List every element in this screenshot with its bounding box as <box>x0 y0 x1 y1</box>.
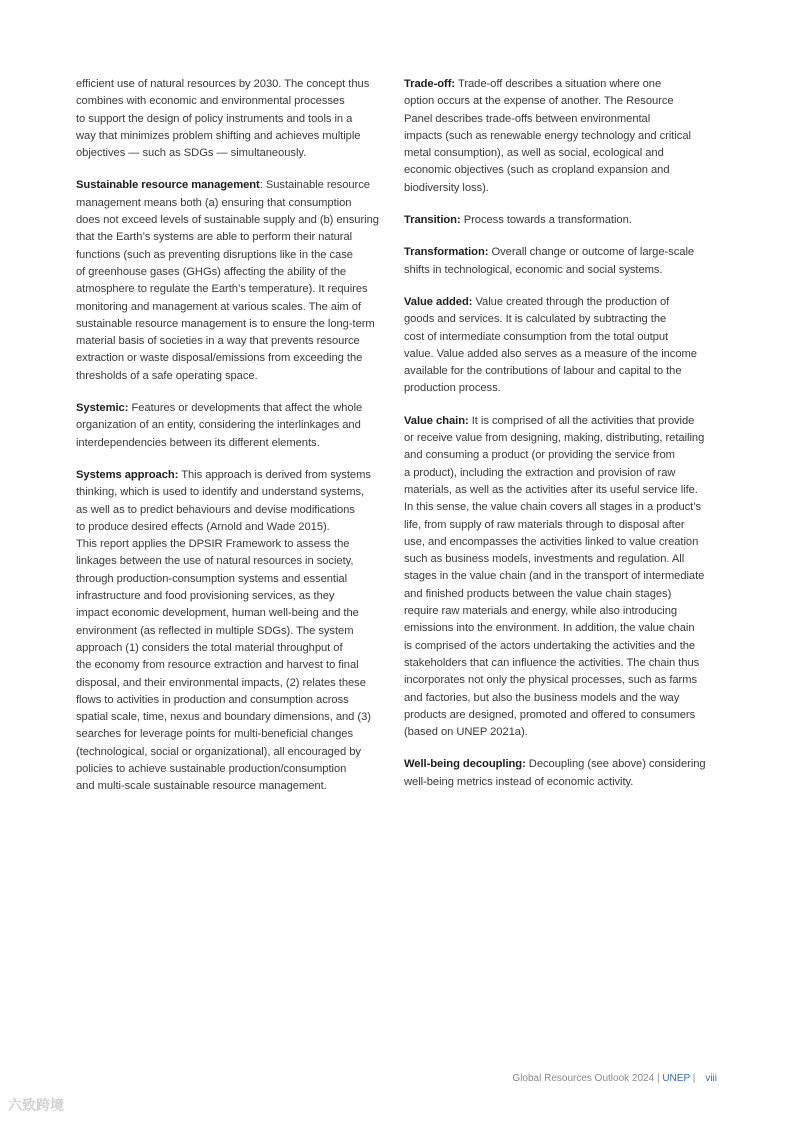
watermark-text: 六致跨境 <box>8 1097 64 1113</box>
definition-text: Value created through the production of <box>472 295 670 308</box>
definition-text: products are designed, promoted and offered to consumers <box>404 708 696 721</box>
definition-text: atmosphere to regulate the Earth’s temperature). It requires <box>76 283 368 296</box>
text-line <box>404 244 722 261</box>
text-line <box>76 623 390 640</box>
definition-text: metal consumption), as well as social, ecological and <box>404 147 664 160</box>
definition-text: Features or developments that affect the whole <box>128 402 363 415</box>
glossary-term: Well-being decoupling: <box>404 758 526 771</box>
text-line <box>404 294 722 311</box>
definition-text: biodiversity loss). <box>404 181 489 194</box>
text-line <box>76 177 390 194</box>
definition-text: In this sense, the value chain covers all stages in a product’s <box>404 501 702 514</box>
text-line <box>404 262 722 279</box>
definition-text: thresholds of a safe operating space. <box>76 369 258 382</box>
text-line <box>404 774 722 791</box>
text-line <box>404 586 722 603</box>
text-line <box>76 350 390 367</box>
text-line <box>404 311 722 328</box>
glossary-term: Systemic: <box>76 402 129 415</box>
definition-text: the economy from resource extraction and harvest to final <box>76 659 359 672</box>
text-line <box>76 605 390 622</box>
text-line <box>404 162 722 179</box>
definition-text: such as business models, investments and regulation. All <box>404 553 685 566</box>
text-line <box>76 502 390 519</box>
definition-text: policies to achieve sustainable production/consumption <box>76 762 347 775</box>
text-line <box>404 76 722 93</box>
glossary-entry <box>76 467 390 796</box>
text-line <box>404 724 722 741</box>
definition-text: organization of an entity, considering the interlinkages and <box>76 419 361 432</box>
text-line <box>404 180 722 197</box>
definition-text: production process. <box>404 382 501 395</box>
definition-text: to produce desired effects (Arnold and Wade 2015). <box>76 520 330 533</box>
definition-text: of greenhouse gases (GHGs) affecting the ability of the <box>76 265 347 278</box>
text-line <box>76 229 390 246</box>
definition-text: flows to activities in production and consumption across <box>76 693 349 706</box>
definition-text: shifts in technological, economic and social systems. <box>404 263 663 276</box>
definition-text: (based on UNEP 2021a). <box>404 726 528 739</box>
glossary-entry <box>76 76 390 162</box>
text-line <box>76 93 390 110</box>
definition-text: and factories, but also the business models and the way <box>404 691 680 704</box>
text-line <box>76 571 390 588</box>
text-line <box>404 93 722 110</box>
glossary-entry <box>76 400 390 452</box>
definition-text: to support the design of policy instruments and tools in a <box>76 112 353 125</box>
definition-text: and multi-scale sustainable resource management. <box>76 780 327 793</box>
definition-text: disposal, and their environmental impacts, (2) relates these <box>76 676 366 689</box>
text-line <box>76 212 390 229</box>
glossary-entry <box>404 756 722 791</box>
footer-title: Global Resources Outlook 2024 | <box>512 1073 663 1084</box>
definition-text: functions (such as preventing disruptions like in the case <box>76 248 353 261</box>
definition-text: materials, as well as the activities after its useful service life. <box>404 483 698 496</box>
definition-text: extraction or waste disposal/emissions from exceeding the <box>76 352 363 365</box>
definition-text: spatial scale, time, nexus and boundary dimensions, and (3) <box>76 711 371 724</box>
watermark-logo <box>8 1095 64 1115</box>
definition-text: Decoupling (see above) considering <box>525 758 706 771</box>
glossary-term: Trade-off: <box>404 78 456 90</box>
definition-text: environment (as reflected in multiple SDGs). The system <box>76 624 354 637</box>
glossary-entry <box>404 294 722 398</box>
definition-text: well-being metrics instead of economic activity. <box>404 775 634 788</box>
glossary-entry <box>404 413 722 742</box>
definition-text: life, from supply of raw materials through to disposal after <box>404 518 685 531</box>
definition-text: (technological, social or organizational), all encouraged by <box>76 745 361 758</box>
definition-text: option occurs at the expense of another. The Resource <box>404 95 674 108</box>
definition-text: as well as to predict behaviours and devise modifications <box>76 503 355 516</box>
definition-text: that the Earth’s systems are able to perform their natural <box>76 231 353 244</box>
definition-text: value. Value added also serves as a measure of the income <box>404 347 697 360</box>
text-line <box>76 76 390 93</box>
definition-text: impact economic development, human well-being and the <box>76 607 359 620</box>
glossary-term: Transformation: <box>404 246 489 259</box>
definition-text: a product), including the extraction and provision of raw <box>404 466 676 479</box>
text-line <box>76 467 390 484</box>
definition-text: efficient use of natural resources by 2030. The concept thus <box>76 78 370 90</box>
definition-text: This report applies the DPSIR Framework to assess the <box>76 538 350 551</box>
text-line <box>76 435 390 452</box>
text-line <box>76 536 390 553</box>
text-line <box>404 756 722 773</box>
definition-text: available for the contributions of labour and capital to the <box>404 365 682 378</box>
text-line <box>76 553 390 570</box>
text-line <box>404 346 722 363</box>
text-line <box>404 111 722 128</box>
glossary-term: Value added: <box>404 295 473 308</box>
text-line <box>76 247 390 264</box>
definition-text: Overall change or outcome of large-scale <box>488 246 695 259</box>
text-line <box>76 744 390 761</box>
text-line <box>404 672 722 689</box>
definition-text: impacts (such as renewable energy technology and critical <box>404 129 691 142</box>
text-line <box>404 363 722 380</box>
definition-text: searches for leverage points for multi-beneficial changes <box>76 728 353 741</box>
glossary-entry <box>404 212 722 229</box>
text-line <box>404 413 722 430</box>
definition-text: linkages between the use of natural resources in society, <box>76 555 354 568</box>
definition-text: objectives — such as SDGs — simultaneously. <box>76 147 307 160</box>
definition-text: through production-consumption systems and essential <box>76 572 348 585</box>
definition-text: stages in the value chain (and in the transport of intermediate <box>404 570 705 583</box>
text-line <box>76 484 390 501</box>
text-line <box>76 368 390 385</box>
page-footer <box>0 1073 717 1084</box>
text-line <box>76 588 390 605</box>
definition-text: incorporates not only the physical processes, such as farms <box>404 674 698 687</box>
definition-text: is comprised of the actors undertaking the activities and the <box>404 639 696 652</box>
definition-text: infrastructure and food provisioning services, as they <box>76 590 335 603</box>
definition-text: use, and encompasses the activities linked to value creation <box>404 535 699 548</box>
text-line <box>404 655 722 672</box>
text-line <box>76 333 390 350</box>
text-line <box>404 212 722 229</box>
definition-text: require raw materials and energy, while also introducing <box>404 605 678 618</box>
definition-text: and finished products between the value chain stages) <box>404 587 672 600</box>
text-line <box>404 534 722 551</box>
text-line <box>404 482 722 499</box>
glossary-term: Sustainable resource management <box>76 179 260 192</box>
text-line <box>404 430 722 447</box>
definition-text: economic objectives (such as cropland expansion and <box>404 164 670 177</box>
definition-text: This approach is derived from systems <box>178 468 371 481</box>
left-column <box>76 76 390 811</box>
definition-text: way that minimizes problem shifting and achieves multiple <box>76 129 361 142</box>
page-number: viii <box>705 1073 717 1084</box>
text-line <box>404 568 722 585</box>
text-line <box>404 620 722 637</box>
definition-text: monitoring and management at various scales. The aim of <box>76 300 361 313</box>
definition-text: Panel describes trade-offs between environmental <box>404 112 651 125</box>
glossary-term: Systems approach: <box>76 468 179 481</box>
text-line <box>404 690 722 707</box>
glossary-entry <box>404 244 722 279</box>
text-line <box>404 145 722 162</box>
definition-text: combines with economic and environmental processes <box>76 95 345 108</box>
text-line <box>76 709 390 726</box>
definition-text: goods and services. It is calculated by subtracting the <box>404 313 667 326</box>
text-line <box>76 726 390 743</box>
definition-text: interdependencies between its different elements. <box>76 436 320 449</box>
text-line <box>404 465 722 482</box>
text-line <box>404 499 722 516</box>
text-line <box>76 519 390 536</box>
definition-text: emissions into the environment. In addition, the value chain <box>404 622 695 635</box>
text-line <box>404 517 722 534</box>
text-line <box>76 299 390 316</box>
definition-text: does not exceed levels of sustainable supply and (b) ensuring <box>76 214 379 227</box>
text-line <box>76 675 390 692</box>
footer-separator: | <box>689 1073 696 1084</box>
text-line <box>76 316 390 333</box>
text-line <box>76 640 390 657</box>
text-line <box>404 329 722 346</box>
definition-text: : Sustainable resource <box>259 179 370 192</box>
text-line <box>404 551 722 568</box>
text-line <box>76 264 390 281</box>
glossary-term: Value chain: <box>404 414 469 427</box>
text-line <box>76 195 390 212</box>
text-line <box>404 380 722 397</box>
text-line <box>76 128 390 145</box>
text-line <box>76 111 390 128</box>
definition-text: or receive value from designing, making, distributing, retailing <box>404 432 705 445</box>
text-line <box>404 707 722 724</box>
text-line <box>404 638 722 655</box>
definition-text: It is comprised of all the activities that provide <box>468 414 695 427</box>
definition-text: thinking, which is used to identify and understand systems, <box>76 486 365 499</box>
text-line <box>76 281 390 298</box>
glossary-term: Transition: <box>404 214 461 227</box>
text-line <box>76 692 390 709</box>
right-column <box>404 76 722 806</box>
text-line <box>76 145 390 162</box>
text-line <box>76 778 390 795</box>
text-line <box>404 447 722 464</box>
definition-text: management means both (a) ensuring that consumption <box>76 196 352 209</box>
text-line <box>404 603 722 620</box>
text-line <box>76 657 390 674</box>
definition-text: and consuming a product (or providing the service from <box>404 449 675 462</box>
definition-text: Process towards a transformation. <box>460 214 632 227</box>
definition-text: Trade-off describes a situation where one <box>455 78 662 90</box>
definition-text: sustainable resource management is to ensure the long-term <box>76 317 375 330</box>
text-line <box>76 761 390 778</box>
definition-text: approach (1) considers the total material throughput of <box>76 641 343 654</box>
text-line <box>76 400 390 417</box>
definition-text: material basis of societies in a way that prevents resource <box>76 335 360 348</box>
definition-text: stakeholders that can influence the activities. The chain thus <box>404 656 700 669</box>
footer-org: UNEP <box>662 1073 690 1084</box>
definition-text: cost of intermediate consumption from the total output <box>404 330 669 343</box>
glossary-entry <box>404 76 722 197</box>
text-line <box>76 417 390 434</box>
text-line <box>404 128 722 145</box>
glossary-entry <box>76 177 390 385</box>
